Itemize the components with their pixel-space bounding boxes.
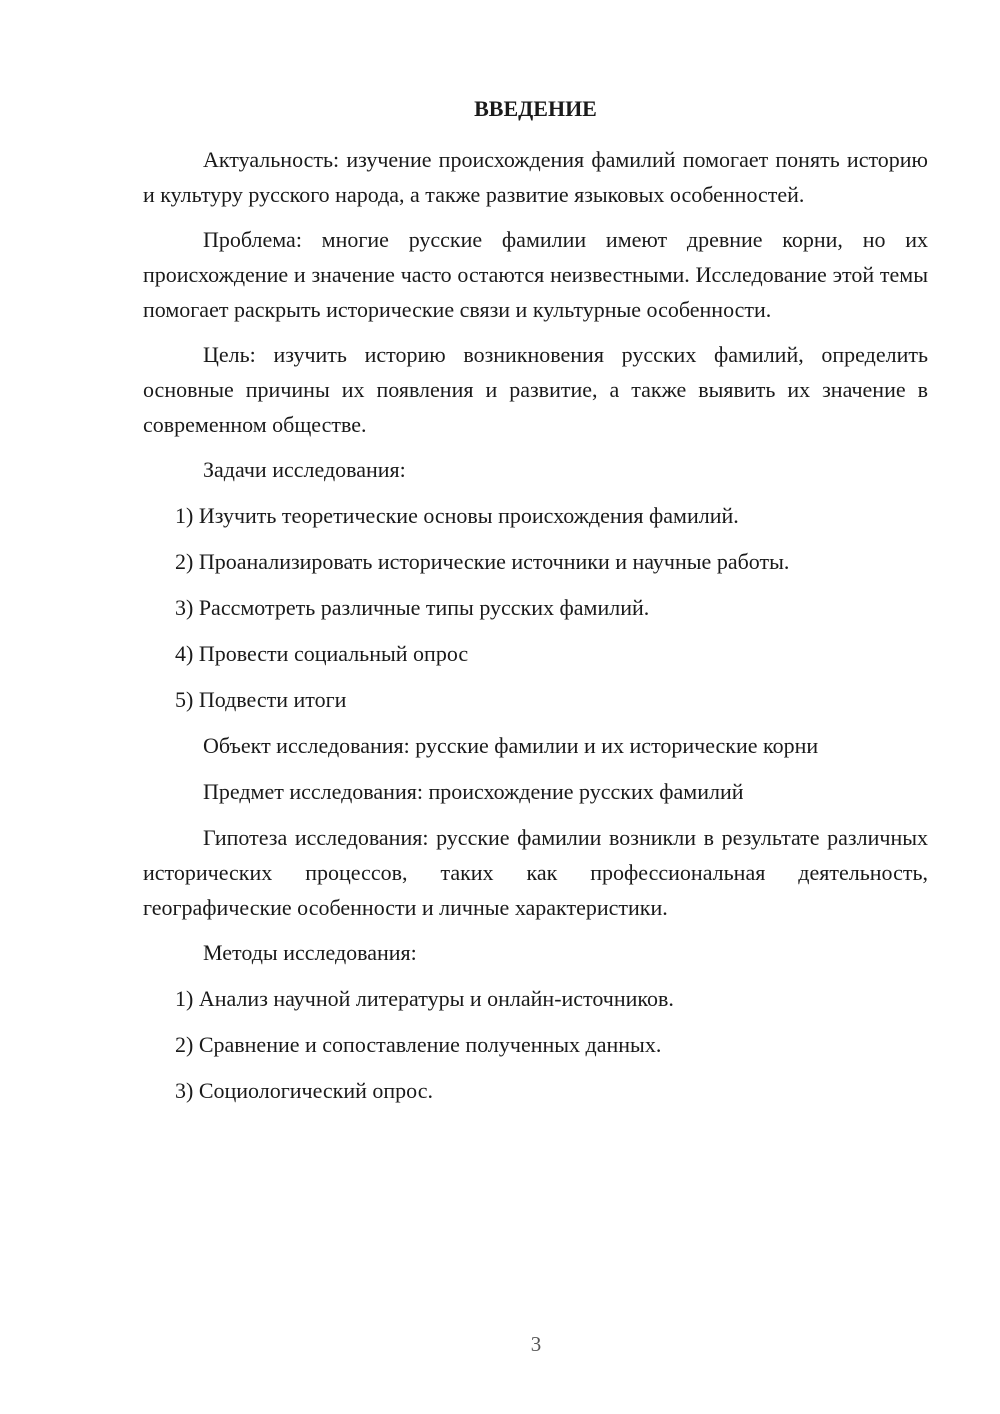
task-item: 5) Подвести итоги xyxy=(175,687,347,712)
task-item: 3) Рассмотреть различные типы русских фамилий. xyxy=(175,595,650,620)
section-title: ВВЕДЕНИЕ xyxy=(474,96,597,121)
task-item: 4) Провести социальный опрос xyxy=(175,641,469,666)
research-subject: Предмет исследования: происхождение русских фамилий xyxy=(203,779,744,804)
methods-heading: Методы исследования: xyxy=(203,940,417,965)
goal-paragraph: Цель: изучить историю возникновения русских фамилий, определить основные причины их появления и развитие, а также выявить их значение в современном обществе. xyxy=(143,342,928,437)
method-item: 3) Социологический опрос. xyxy=(175,1078,433,1103)
task-item: 2) Проанализировать исторические источники и научные работы. xyxy=(175,549,790,574)
method-item: 1) Анализ научной литературы и онлайн-источников. xyxy=(175,986,674,1011)
tasks-heading: Задачи исследования: xyxy=(203,457,406,482)
method-item: 2) Сравнение и сопоставление полученных данных. xyxy=(175,1032,662,1057)
document-body xyxy=(143,88,928,1119)
relevance-paragraph: Актуальность: изучение происхождения фамилий помогает понять историю и культуру русского народа, а также развитие языковых особенностей. xyxy=(143,147,928,207)
research-object: Объект исследования: русские фамилии и их исторические корни xyxy=(203,733,819,758)
problem-paragraph: Проблема: многие русские фамилии имеют древние корни, но их происхождение и значение часто остаются неизвестными. Исследование этой темы помогает раскрыть исторические связи и культурные особенности. xyxy=(143,227,928,322)
hypothesis-paragraph: Гипотеза исследования: русские фамилии возникли в результате различных исторических процессов, таких как профессиональная деятельность, географические особенности и личные характеристики. xyxy=(143,825,928,920)
page-number: 3 xyxy=(530,1332,542,1356)
task-item: 1) Изучить теоретические основы происхождения фамилий. xyxy=(175,503,739,528)
